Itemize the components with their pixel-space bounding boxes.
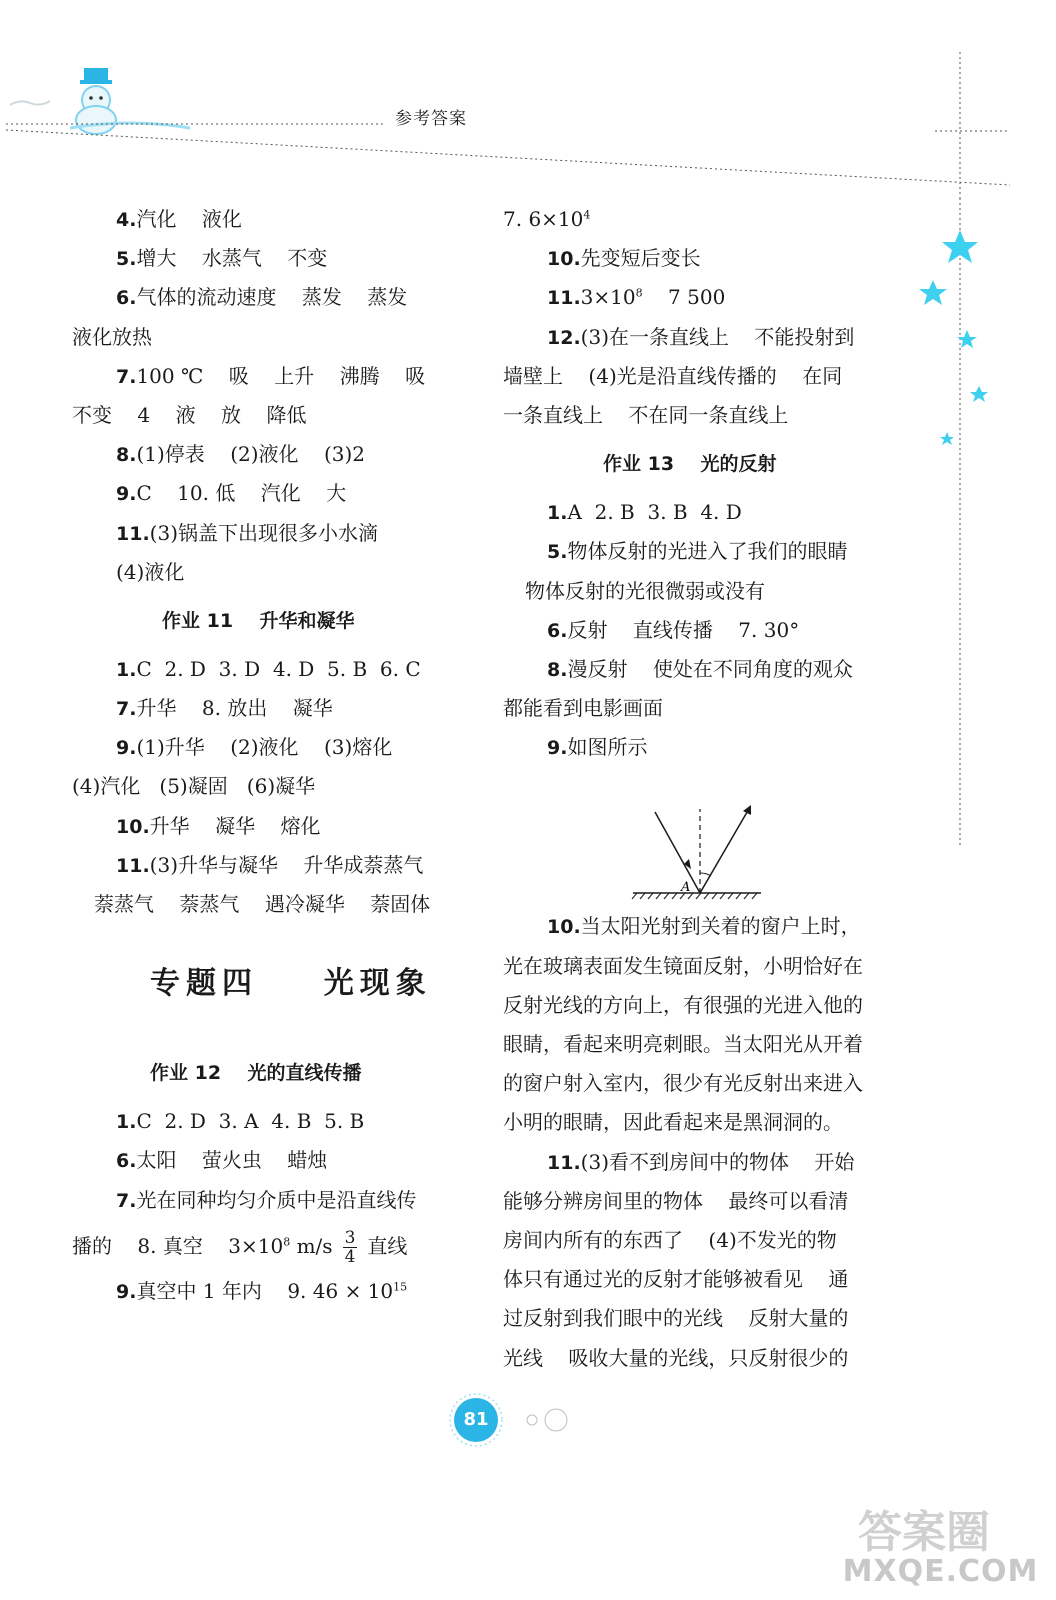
answer-continuation: (4)汽化 (5)凝固 (6)凝华	[72, 774, 316, 799]
answer-line: 10.当太阳光射到关着的窗户上时，	[547, 914, 861, 939]
answer-line: 11.(3)升华与凝华 升华成萘蒸气	[116, 852, 424, 877]
watermark-url: MXQE.COM	[842, 1554, 1039, 1589]
answer-continuation: 都能看到电影画面	[503, 696, 663, 721]
answer-line: 7.100 ℃ 吸 上升 沸腾 吸	[116, 363, 426, 388]
section-heading: 作业 11 升华和凝华	[162, 609, 355, 632]
answer-continuation: 小明的眼睛，因此看起来是黑洞洞的。	[503, 1110, 843, 1135]
answer-line: 5.增大 水蒸气 不变	[116, 246, 328, 271]
answer-line: 5.物体反射的光进入了我们的眼睛	[547, 539, 848, 564]
answer-line: 12.(3)在一条直线上 不能投射到	[547, 324, 855, 349]
answer-continuation: 萘蒸气 萘蒸气 遇冷凝华 萘固体	[94, 892, 431, 916]
section-heading: 作业 12 光的直线传播	[150, 1062, 362, 1085]
answer-continuation: 过反射到我们眼中的光线 反射大量的	[503, 1306, 849, 1331]
answer-continuation: 房间内所有的东西了 (4)不发光的物	[503, 1227, 837, 1252]
header-dotted-lines	[0, 0, 1056, 200]
answer-line: 1.A 2. B 3. B 4. D	[547, 500, 742, 525]
star-decorations	[905, 220, 995, 460]
answer-line: 9.真空中 1 年内 9. $46 \times 10^{15}$	[116, 1278, 408, 1303]
answer-continuation: 播的 8. 真空 $3\times 10^8$ m/s $\frac{3}{4}$ 直线	[72, 1227, 408, 1267]
answer-line: 7.光在同种均匀介质中是沿直线传	[116, 1187, 417, 1212]
right-column	[503, 200, 898, 1378]
watermark	[838, 1496, 1043, 1596]
answer-continuation: 能够分辨房间里的物体 最终可以看清	[503, 1188, 849, 1213]
answer-continuation: (4)液化	[116, 559, 185, 584]
answer-continuation: 的窗户射入室内，很少有光反射出来进入	[503, 1071, 863, 1096]
answer-line: 8.(1)停表 (2)液化 (3)2	[116, 442, 366, 467]
answer-line: 10.先变短后变长	[547, 246, 701, 271]
answer-line: 1.C 2. D 3. D 4. D 5. B 6. C	[116, 656, 421, 681]
page-number-ornament	[440, 1392, 580, 1450]
answer-line: 7.升华 8. 放出 凝华	[116, 696, 333, 721]
answer-continuation: 7. $6\times 10^4$	[503, 207, 591, 231]
fraction: $\frac{3}{4}$	[344, 1227, 356, 1267]
answer-line: 1.C 2. D 3. A 4. B 5. B	[116, 1109, 365, 1134]
left-column	[72, 200, 467, 1311]
answer-continuation: 不变 4 液 放 降低	[72, 402, 307, 427]
answer-line: 6.反射 直线传播 7. 30°	[547, 617, 800, 642]
page-number-badge: 81	[454, 1398, 498, 1442]
diagram-point-label: A	[681, 880, 691, 896]
answer-continuation: 反射光线的方向上，有很强的光进入他的	[503, 992, 863, 1017]
answer-line: 6.太阳 萤火虫 蜡烛	[116, 1148, 328, 1173]
answer-line: 11.(3)看不到房间中的物体 开始	[547, 1149, 855, 1174]
answer-line: 9.如图所示	[547, 735, 648, 760]
answer-continuation: 体只有通过光的反射才能够被看见 通	[503, 1267, 849, 1292]
answer-line: 4.汽化 液化	[116, 207, 242, 231]
answer-line: 8.漫反射 使处在不同角度的观众	[547, 656, 853, 681]
reflection-diagram-svg	[503, 767, 898, 907]
answer-line: 6.气体的流动速度 蒸发 蒸发	[116, 285, 408, 310]
answer-continuation: 墙壁上 (4)光是沿直线传播的 在同	[503, 363, 843, 388]
answer-line: $11.3\times 10^8$ 7 500	[547, 285, 726, 310]
reflection-diagram	[503, 767, 898, 907]
answer-continuation: 光在玻璃表面发生镜面反射，小明恰好在	[503, 953, 863, 978]
watermark-logo-text: 答案圈	[858, 1507, 990, 1558]
answer-continuation: 物体反射的光很微弱或没有	[525, 578, 765, 603]
answer-continuation: 光线 吸收大量的光线，只反射很少的	[503, 1345, 849, 1370]
answer-continuation: 眼睛，看起来明亮刺眼。当太阳光从开着	[503, 1032, 863, 1056]
topic-title: 专题四 光现象	[150, 966, 432, 1002]
answer-line: 11.(3)锅盖下出现很多小水滴	[116, 520, 379, 545]
section-heading: 作业 13 光的反射	[603, 453, 777, 476]
answer-line: 10.升华 凝华 熔化	[116, 813, 321, 838]
answer-line: 9.C 10. 低 汽化 大	[116, 481, 347, 506]
page-header-title: 参考答案	[395, 109, 467, 129]
answer-continuation: 液化放热	[72, 324, 152, 349]
answer-continuation: 一条直线上 不在同一条直线上	[503, 402, 789, 427]
answer-line: 9.(1)升华 (2)液化 (3)熔化	[116, 735, 393, 760]
